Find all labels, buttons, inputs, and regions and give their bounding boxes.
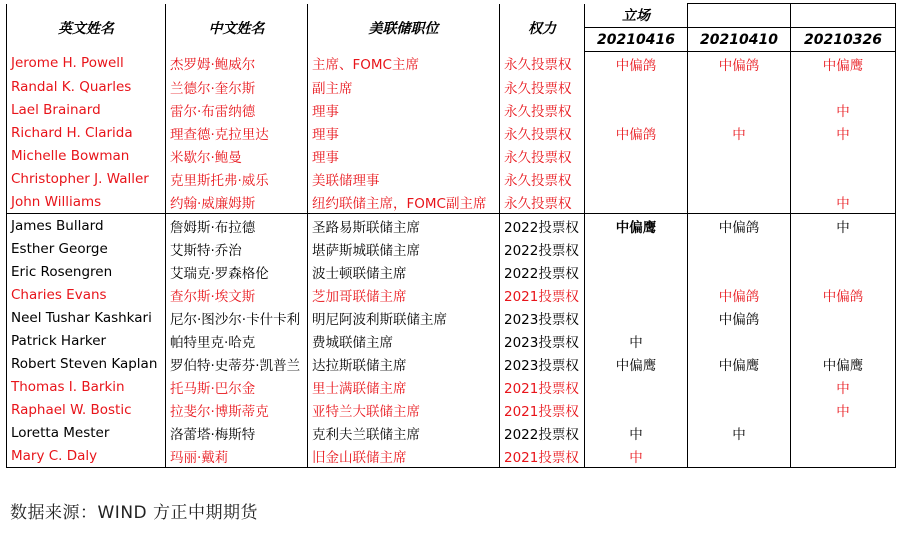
stance-20210326: 中 bbox=[791, 398, 896, 421]
member-chinese-name: 詹姆斯·布拉德 bbox=[166, 214, 308, 238]
member-chinese-name: 玛丽·戴莉 bbox=[166, 444, 308, 468]
stance-20210416 bbox=[585, 98, 688, 121]
member-position: 波士顿联储主席 bbox=[308, 260, 500, 283]
member-english-name: Christopher J. Waller bbox=[7, 167, 166, 190]
member-voting-power: 永久投票权 bbox=[500, 52, 585, 76]
table-row bbox=[7, 421, 896, 444]
header-date: 20210410 bbox=[688, 28, 791, 52]
stance-20210410 bbox=[688, 398, 791, 421]
stance-20210410: 中偏鸽 bbox=[688, 214, 791, 238]
stance-20210410 bbox=[688, 144, 791, 167]
fed-members-table bbox=[6, 3, 896, 468]
table-row bbox=[7, 352, 896, 375]
stance-20210326: 中 bbox=[791, 121, 896, 144]
member-position: 达拉斯联储主席 bbox=[308, 352, 500, 375]
member-position: 亚特兰大联储主席 bbox=[308, 398, 500, 421]
stance-20210410 bbox=[688, 98, 791, 121]
header-position: 美联储职位 bbox=[308, 4, 500, 52]
stance-20210416 bbox=[585, 398, 688, 421]
member-position: 副主席 bbox=[308, 75, 500, 98]
stance-20210410: 中偏鸽 bbox=[688, 52, 791, 76]
member-english-name: John Williams bbox=[7, 190, 166, 214]
member-voting-power: 2022投票权 bbox=[500, 421, 585, 444]
member-chinese-name: 罗伯特·史蒂芬·凯普兰 bbox=[166, 352, 308, 375]
member-english-name: Loretta Mester bbox=[7, 421, 166, 444]
table-row bbox=[7, 98, 896, 121]
header-power: 权力 bbox=[500, 4, 585, 52]
member-chinese-name: 兰德尔·奎尔斯 bbox=[166, 75, 308, 98]
table-row bbox=[7, 214, 896, 238]
member-voting-power: 2023投票权 bbox=[500, 352, 585, 375]
table-row bbox=[7, 444, 896, 468]
stance-20210416: 中 bbox=[585, 329, 688, 352]
table-row bbox=[7, 190, 896, 214]
member-voting-power: 永久投票权 bbox=[500, 121, 585, 144]
header-date: 20210416 bbox=[585, 28, 688, 52]
stance-20210326 bbox=[791, 329, 896, 352]
member-voting-power: 2022投票权 bbox=[500, 237, 585, 260]
stance-20210410 bbox=[688, 444, 791, 468]
member-voting-power: 永久投票权 bbox=[500, 75, 585, 98]
member-english-name: Randal K. Quarles bbox=[7, 75, 166, 98]
header-row-1 bbox=[7, 4, 896, 28]
stance-20210326 bbox=[791, 421, 896, 444]
data-source-note: 数据来源：WIND 方正中期期货 bbox=[10, 503, 259, 523]
stance-20210410 bbox=[688, 329, 791, 352]
member-english-name: James Bullard bbox=[7, 214, 166, 238]
member-voting-power: 永久投票权 bbox=[500, 98, 585, 121]
stance-20210416 bbox=[585, 260, 688, 283]
member-voting-power: 2023投票权 bbox=[500, 306, 585, 329]
stance-20210326: 中 bbox=[791, 190, 896, 214]
stance-20210410: 中偏鸽 bbox=[688, 306, 791, 329]
table-row bbox=[7, 52, 896, 76]
member-position: 理事 bbox=[308, 98, 500, 121]
stance-20210410 bbox=[688, 260, 791, 283]
member-position: 堪萨斯城联储主席 bbox=[308, 237, 500, 260]
member-position: 理事 bbox=[308, 121, 500, 144]
table-row bbox=[7, 167, 896, 190]
stance-20210416 bbox=[585, 190, 688, 214]
stance-20210410 bbox=[688, 167, 791, 190]
table-row bbox=[7, 329, 896, 352]
stance-20210416 bbox=[585, 283, 688, 306]
stance-20210416 bbox=[585, 144, 688, 167]
member-english-name: Robert Steven Kaplan bbox=[7, 352, 166, 375]
stance-20210326 bbox=[791, 237, 896, 260]
table-row bbox=[7, 121, 896, 144]
member-voting-power: 永久投票权 bbox=[500, 144, 585, 167]
stance-20210416: 中偏鸽 bbox=[585, 52, 688, 76]
stance-20210410 bbox=[688, 75, 791, 98]
table-row bbox=[7, 260, 896, 283]
member-chinese-name: 托马斯·巴尔金 bbox=[166, 375, 308, 398]
stance-20210416 bbox=[585, 306, 688, 329]
table-row bbox=[7, 283, 896, 306]
member-chinese-name: 查尔斯·埃文斯 bbox=[166, 283, 308, 306]
stance-20210326: 中偏鸽 bbox=[791, 283, 896, 306]
member-english-name: Michelle Bowman bbox=[7, 144, 166, 167]
stance-20210416 bbox=[585, 375, 688, 398]
table-row bbox=[7, 375, 896, 398]
stance-20210410 bbox=[688, 190, 791, 214]
member-position: 圣路易斯联储主席 bbox=[308, 214, 500, 238]
member-english-name: Jerome H. Powell bbox=[7, 52, 166, 76]
table-row bbox=[7, 75, 896, 98]
stance-20210326 bbox=[791, 306, 896, 329]
header-date: 20210326 bbox=[791, 28, 896, 52]
header-spacer bbox=[688, 4, 791, 28]
member-english-name: Patrick Harker bbox=[7, 329, 166, 352]
member-position: 明尼阿波利斯联储主席 bbox=[308, 306, 500, 329]
member-chinese-name: 艾瑞克·罗森格伦 bbox=[166, 260, 308, 283]
member-position: 克利夫兰联储主席 bbox=[308, 421, 500, 444]
stance-20210326 bbox=[791, 144, 896, 167]
stance-20210326 bbox=[791, 75, 896, 98]
member-voting-power: 2022投票权 bbox=[500, 214, 585, 238]
member-position: 里士满联储主席 bbox=[308, 375, 500, 398]
stance-20210410 bbox=[688, 237, 791, 260]
stance-20210410: 中偏鹰 bbox=[688, 352, 791, 375]
stance-20210416: 中偏鹰 bbox=[585, 214, 688, 238]
member-english-name: Esther George bbox=[7, 237, 166, 260]
member-voting-power: 2021投票权 bbox=[500, 375, 585, 398]
member-position: 芝加哥联储主席 bbox=[308, 283, 500, 306]
header-chinese-name: 中文姓名 bbox=[166, 4, 308, 52]
stance-20210326 bbox=[791, 444, 896, 468]
stance-20210416: 中 bbox=[585, 444, 688, 468]
table-row bbox=[7, 398, 896, 421]
stance-20210416: 中 bbox=[585, 421, 688, 444]
member-english-name: Raphael W. Bostic bbox=[7, 398, 166, 421]
member-voting-power: 永久投票权 bbox=[500, 167, 585, 190]
member-chinese-name: 尼尔·图沙尔·卡什卡利 bbox=[166, 306, 308, 329]
member-english-name: Neel Tushar Kashkari bbox=[7, 306, 166, 329]
member-chinese-name: 帕特里克·哈克 bbox=[166, 329, 308, 352]
member-position: 理事 bbox=[308, 144, 500, 167]
member-position: 主席、FOMC主席 bbox=[308, 52, 500, 76]
member-chinese-name: 杰罗姆·鲍威尔 bbox=[166, 52, 308, 76]
member-chinese-name: 艾斯特·乔治 bbox=[166, 237, 308, 260]
member-voting-power: 2021投票权 bbox=[500, 444, 585, 468]
member-position: 旧金山联储主席 bbox=[308, 444, 500, 468]
member-voting-power: 2021投票权 bbox=[500, 398, 585, 421]
member-english-name: Eric Rosengren bbox=[7, 260, 166, 283]
table-row bbox=[7, 306, 896, 329]
member-english-name: Richard H. Clarida bbox=[7, 121, 166, 144]
member-english-name: Mary C. Daly bbox=[7, 444, 166, 468]
stance-20210410: 中偏鸽 bbox=[688, 283, 791, 306]
member-voting-power: 2023投票权 bbox=[500, 329, 585, 352]
stance-20210326: 中 bbox=[791, 98, 896, 121]
stance-20210416 bbox=[585, 237, 688, 260]
stance-20210410: 中 bbox=[688, 121, 791, 144]
table-row bbox=[7, 144, 896, 167]
stance-20210326 bbox=[791, 260, 896, 283]
member-voting-power: 永久投票权 bbox=[500, 190, 585, 214]
stance-20210410 bbox=[688, 375, 791, 398]
header-english-name: 英文姓名 bbox=[7, 4, 166, 52]
header-stance: 立场 bbox=[585, 4, 688, 28]
stance-20210416 bbox=[585, 75, 688, 98]
member-position: 美联储理事 bbox=[308, 167, 500, 190]
member-english-name: Lael Brainard bbox=[7, 98, 166, 121]
member-english-name: Charies Evans bbox=[7, 283, 166, 306]
member-voting-power: 2022投票权 bbox=[500, 260, 585, 283]
member-chinese-name: 克里斯托弗·威乐 bbox=[166, 167, 308, 190]
member-chinese-name: 约翰·威廉姆斯 bbox=[166, 190, 308, 214]
header-spacer bbox=[791, 4, 896, 28]
member-chinese-name: 理查德·克拉里达 bbox=[166, 121, 308, 144]
member-chinese-name: 雷尔·布雷纳德 bbox=[166, 98, 308, 121]
member-voting-power: 2021投票权 bbox=[500, 283, 585, 306]
member-chinese-name: 拉斐尔·博斯蒂克 bbox=[166, 398, 308, 421]
member-english-name: Thomas I. Barkin bbox=[7, 375, 166, 398]
member-chinese-name: 洛蕾塔·梅斯特 bbox=[166, 421, 308, 444]
table-row bbox=[7, 237, 896, 260]
member-position: 费城联储主席 bbox=[308, 329, 500, 352]
stance-20210410: 中 bbox=[688, 421, 791, 444]
stance-20210416 bbox=[585, 167, 688, 190]
member-position: 纽约联储主席，FOMC副主席 bbox=[308, 190, 500, 214]
stance-20210326: 中偏鹰 bbox=[791, 352, 896, 375]
stance-20210326: 中偏鹰 bbox=[791, 52, 896, 76]
stance-20210326: 中 bbox=[791, 214, 896, 238]
stance-20210326: 中 bbox=[791, 375, 896, 398]
stance-20210416: 中偏鹰 bbox=[585, 352, 688, 375]
stance-20210416: 中偏鸽 bbox=[585, 121, 688, 144]
stance-20210326 bbox=[791, 167, 896, 190]
member-chinese-name: 米歇尔·鲍曼 bbox=[166, 144, 308, 167]
